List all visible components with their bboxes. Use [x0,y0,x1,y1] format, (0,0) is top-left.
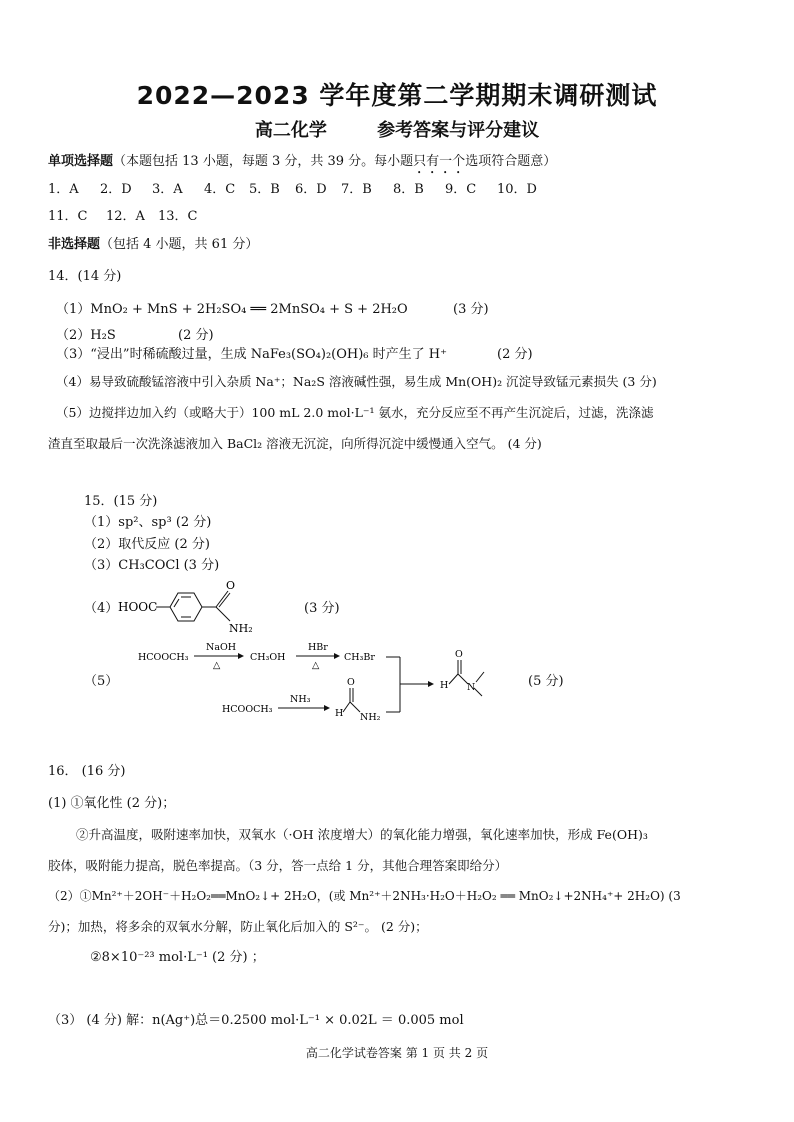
q16-part-2-line-2: 分)；加热，将多余的双氧水分解，防止氧化后加入的 S²⁻。 (2 分)； [48,919,428,934]
document-title: 2022—2023 学年度第二学期期末调研测试 [136,81,658,110]
subject-label: 高二化学 [254,120,327,141]
q15-answer-1: （1）sp²、sp³ (2 分) [84,515,212,530]
q16-part-2-line-1: （2）①Mn²⁺＋2OH⁻＋H₂O₂══MnO₂↓+ 2H₂O，(或 Mn²⁺＋2NH₃·H₂O＋H₂O₂ ══ MnO₂↓+2NH₄⁺+ 2H₂O) (3 [48,889,681,903]
mcq-answer: 2．D [100,182,132,197]
q14-answer-5-line-2: 渣直至取最后一次洗涤滤液加入 BaCl₂ 溶液无沉淀，向所得沉淀中缓慢通入空气。 (4 分) [48,436,542,451]
mcq-answer: 12．A [106,209,145,224]
mcq-answer: 10．D [497,182,537,197]
mcq-answer: 9．C [445,182,477,197]
mcq-answer: 1．A [48,182,79,197]
q15-answer-5-score: (5 分) [528,674,564,689]
q15-header: 15．(15 分) [84,494,158,509]
doc-type-label: 参考答案与评分建议 [377,120,540,141]
route2-reagent: NH₃ [290,694,311,705]
mcq-answers-row-2 [48,208,198,225]
amide-nh2-label: NH₂ [229,622,253,635]
route2-start: HCOOCH₃ [222,704,273,715]
route1-condition-2: △ [312,660,320,671]
mcq-heading: 单项选择题 [48,154,114,169]
mcq-section-heading [48,153,556,177]
document-subtitle [0,116,794,142]
route2-product-nh2: NH₂ [360,712,381,723]
q15-answer-4-score: (3 分) [304,601,340,616]
q16-part-1-line-1: (1) ①氧化性 (2 分)； [48,796,176,811]
mcq-answer: 6．D [295,182,327,197]
route1-reagent-2: HBr [308,642,328,653]
q14-answer-1: （1）MnO₂ + MnS + 2H₂SO₄ ══ 2MnSO₄ + S + 2H₂O [56,302,408,317]
mcq-answer: 3．A [152,182,183,197]
nonmcq-section-heading [48,236,258,253]
mcq-desc-post: 选项符合题意） [465,154,557,169]
route2-product-o: O [347,677,355,688]
page-footer: 高二化学试卷答案 第 1 页 共 2 页 [305,1046,489,1060]
final-product-n: N [467,682,476,693]
cooh-group-label: HOOC [118,600,158,614]
mcq-answer: 7．B [341,182,372,197]
q14-answer-3-score: (2 分) [497,347,533,362]
q16-part-1-line-2: ②升高温度，吸附速率加快，双氧水（·OH 浓度增大）的氧化能力增强，氧化速率加快，形成 Fe(OH)₃ [76,827,648,842]
q15-answer-4-label: （4） [84,601,119,616]
q15-answer-4-structure [118,578,288,636]
q16-part-2-line-3: ②8×10⁻²³ mol·L⁻¹ (2 分) ； [90,950,265,965]
final-product-o: O [455,649,463,660]
route1-condition-1: △ [213,660,221,671]
q14-answer-2: （2）H₂S [56,328,116,343]
q15-answer-3: （3）CH₃COCl (3 分) [84,558,220,573]
route1-reagent-1: NaOH [206,642,237,653]
q14-answer-1-score: (3 分) [453,302,489,317]
route1-intermediate: CH₃OH [250,652,286,663]
q14-answer-4: （4）易导致硫酸锰溶液中引入杂质 Na⁺；Na₂S 溶液碱性强，易生成 Mn(OH)₂ 沉淀导致锰元素损失 (3 分) [56,374,657,389]
q15-answer-5-label: （5） [84,674,119,689]
q14-header: 14．(14 分) [48,269,122,284]
route1-end: CH₃Br [344,652,375,663]
q16-part-1-line-3: 胶体，吸附能力提高，脱色率提高。（3 分，答一点给 1 分，其他合理答案即给分） [48,858,508,873]
nonmcq-desc: （包括 4 小题，共 61 分） [100,237,259,252]
mcq-answer: 13．C [158,209,198,224]
mcq-answers-row-1 [48,181,537,198]
q14-answer-2-score: (2 分) [178,328,214,343]
route2-product-h: H [335,708,344,719]
mcq-answer: 4．C [204,182,236,197]
route1-start: HCOOCH₃ [138,652,189,663]
mcq-answer: 5．B [249,182,280,197]
q16-header: 16． (16 分) [48,764,126,779]
nonmcq-heading: 非选择题 [48,237,101,252]
q14-answer-5-line-1: （5）边搅拌边加入约（或略大于）100 mL 2.0 mol·L⁻¹ 氨水，充分反应至不再产生沉淀后，过滤，洗涤滤 [56,405,654,420]
q15-answer-2: （2）取代反应 (2 分) [84,537,210,552]
final-product-h: H [440,680,449,691]
q16-part-3-line-1: （3） (4 分) 解：n(Ag⁺)总＝0.2500 mol·L⁻¹ × 0.02L ＝ 0.005 mol [48,1013,464,1028]
carbonyl-oxygen-label: O [226,579,236,592]
mcq-desc-emphasis: 只有一个 [413,154,466,169]
mcq-answer: 8．B [393,182,424,197]
mcq-answer: 11．C [48,209,88,224]
q15-synthesis-route [138,636,508,726]
q14-answer-3: （3）“浸出”时稀硫酸过量，生成 NaFe₃(SO₄)₂(OH)₆ 时产生了 H⁺ [56,347,447,362]
mcq-desc-pre: （本题包括 13 小题，每题 3 分，共 39 分。每小题 [113,154,414,169]
